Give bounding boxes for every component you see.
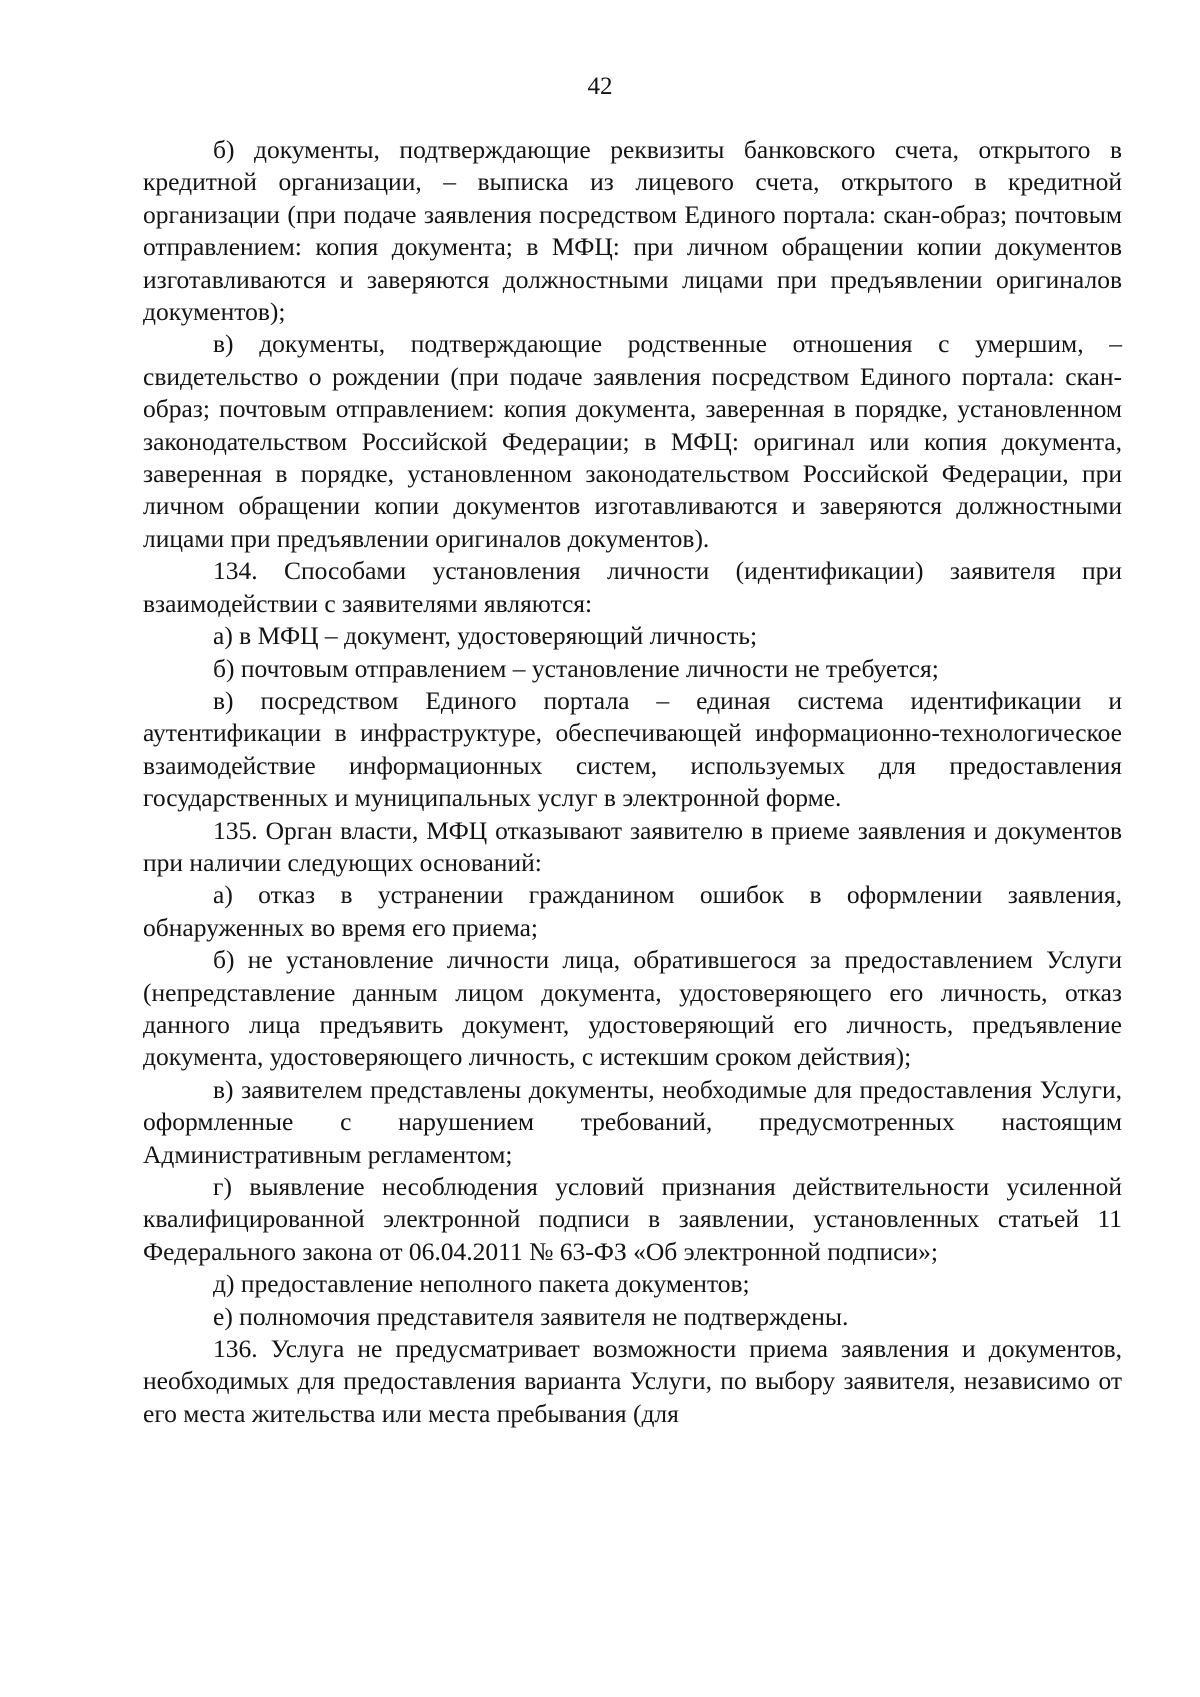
paragraph-134-v: в) посредством Единого портала – единая система идентификации и аутентификации в инфраструктуре, обеспечивающей информационно-технологическое взаимодействие информационных систем, используемых для предоставления государственных и муниципальных услуг в электронной форме. — [143, 685, 1122, 813]
paragraph-135-a: а) отказ в устранении гражданином ошибок в оформлении заявления, обнаруженных во время его приема; — [143, 880, 1122, 942]
paragraph-136-extraterritorial: 136. Услуга не предусматривает возможности приема заявления и документов, необходимых для предоставления варианта Услуги, по выбору заявителя, независимо от его места жительства или места пребывания (для — [143, 1334, 1122, 1428]
paragraph-kinship-documents: в) документы, подтверждающие родственные отношения с умершим, – свидетельство о рождении (при подаче заявления посредством Единого портала: скан-образ; почтовым отправлением: копия документа, заверенная в порядке, установленном законодательством Российской Федерации; в МФЦ: оригинал или копия документа, заверенная в порядке, установленном законодательством Российской Федерации, при личном обращении копии документов изготавливаются и заверяются должностными лицами при предъявлении оригиналов документов). — [143, 329, 1122, 553]
paragraph-135-d: д) предоставление неполного пакета документов; — [213, 1269, 750, 1299]
paragraph-134-identification-methods: 134. Способами установления личности (идентификации) заявителя при взаимодействии с заявителями являются: — [143, 556, 1122, 618]
paragraph-135-b: б) не установление личности лица, обратившегося за предоставлением Услуги (непредставление данным лицом документа, удостоверяющего его личность, отказ данного лица предъявить документ, удостоверяющий его личность, предъявление документа, удостоверяющего личность, с истекшим сроком действия); — [143, 945, 1122, 1072]
paragraph-135-v: в) заявителем представлены документы, необходимые для предоставления Услуги, оформленные с нарушением требований, предусмотренных настоящим Административным регламентом; — [143, 1074, 1122, 1169]
paragraph-bank-account-documents: б) документы, подтверждающие реквизиты банковского счета, открытого в кредитной организации, – выписка из лицевого счета, открытого в кредитной организации (при подаче заявления посредством Единого портала: скан-образ; почтовым отправлением: копия документа; в МФЦ: при личном обращении копии документов изготавливаются и заверяются должностными лицами при предъявлении оригиналов документов); — [143, 135, 1122, 327]
paragraph-135-g: г) выявление несоблюдения условий признания действительности усиленной квалифицированной электронной подписи в заявлении, установленных статьей 11 Федерального закона от 06.04.2011 № 63-ФЗ «Об электронной подписи»; — [143, 1172, 1122, 1266]
paragraph-134-b: б) почтовым отправлением – установление личности не требуется; — [213, 653, 939, 683]
page-number: 42 — [587, 73, 613, 100]
paragraph-135-refusal-grounds: 135. Орган власти, МФЦ отказывают заявителю в приеме заявления и документов при наличии следующих оснований: — [143, 815, 1122, 877]
paragraph-134-a: а) в МФЦ – документ, удостоверяющий личность; — [213, 621, 758, 651]
document-body — [143, 134, 1122, 1430]
paragraph-135-e: е) полномочия представителя заявителя не подтверждены. — [213, 1301, 849, 1331]
